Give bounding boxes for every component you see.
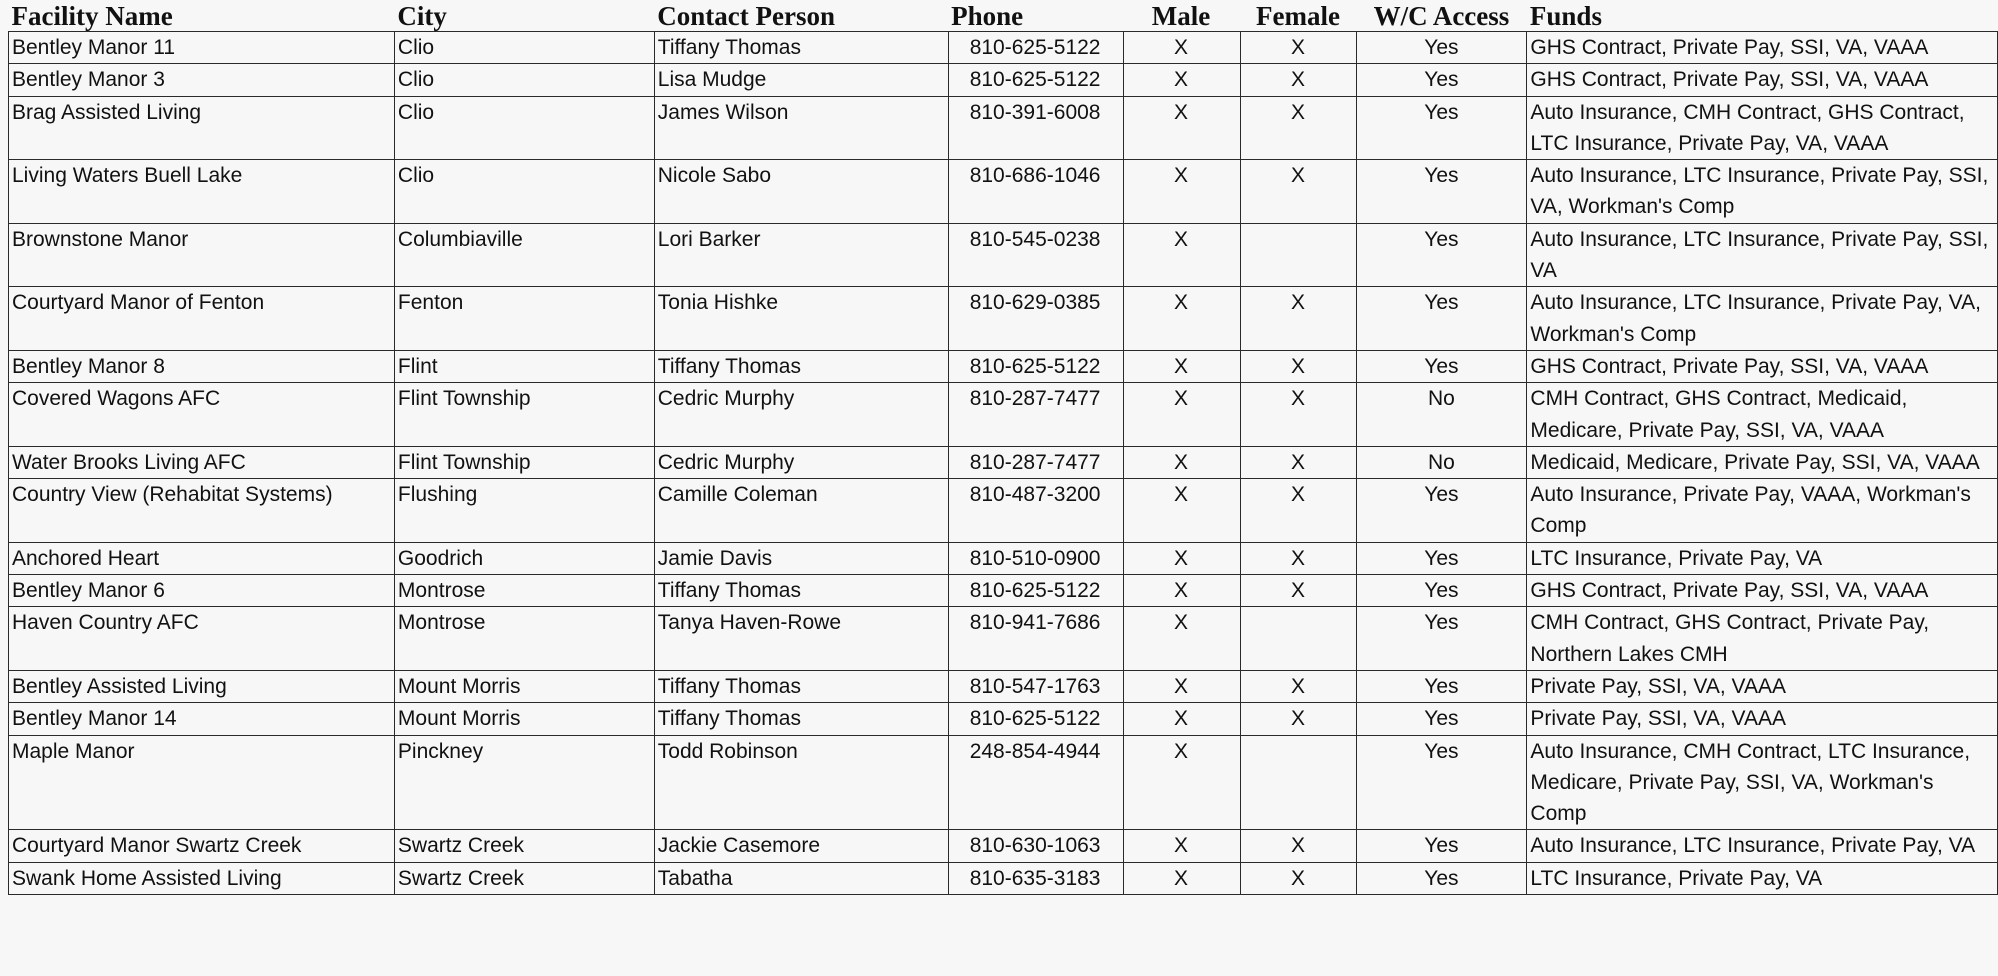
city-cell: Clio (394, 160, 654, 224)
female-cell: X (1240, 479, 1357, 543)
city-cell: Clio (394, 96, 654, 160)
phone-cell: 248-854-4944 (948, 735, 1123, 830)
funds-cell: Private Pay, SSI, VA, VAAA (1527, 703, 1998, 735)
phone-cell: 810-510-0900 (948, 542, 1123, 574)
contact-person-cell: Tiffany Thomas (654, 670, 948, 702)
contact-person-cell: Tiffany Thomas (654, 350, 948, 382)
contact-person-cell: Nicole Sabo (654, 160, 948, 224)
funds-cell: CMH Contract, GHS Contract, Medicaid, Medicare, Private Pay, SSI, VA, VAAA (1527, 383, 1998, 447)
wc-access-cell: No (1357, 446, 1527, 478)
funds-cell: Medicaid, Medicare, Private Pay, SSI, VA, VAAA (1527, 446, 1998, 478)
table-row (9, 670, 1998, 702)
wc-access-cell: Yes (1357, 607, 1527, 671)
wc-access-cell: Yes (1357, 703, 1527, 735)
female-cell: X (1240, 703, 1357, 735)
city-cell: Swartz Creek (394, 862, 654, 894)
contact-person-cell: James Wilson (654, 96, 948, 160)
female-cell: X (1240, 32, 1357, 64)
city-cell: Flushing (394, 479, 654, 543)
table-row (9, 350, 1998, 382)
female-cell: X (1240, 160, 1357, 224)
table-row (9, 446, 1998, 478)
contact-person-cell: Tiffany Thomas (654, 32, 948, 64)
phone-cell: 810-630-1063 (948, 830, 1123, 862)
wc-access-cell: Yes (1357, 670, 1527, 702)
table-row (9, 575, 1998, 607)
wc-access-cell: Yes (1357, 479, 1527, 543)
table-row (9, 862, 1998, 894)
city-cell: Fenton (394, 287, 654, 351)
contact-person-cell: Tabatha (654, 862, 948, 894)
facility-name-cell: Bentley Manor 8 (9, 350, 395, 382)
funds-cell: CMH Contract, GHS Contract, Private Pay, Northern Lakes CMH (1527, 607, 1998, 671)
male-cell: X (1123, 223, 1240, 287)
table-row (9, 64, 1998, 96)
wc-access-cell: No (1357, 383, 1527, 447)
funds-cell: Auto Insurance, LTC Insurance, Private Pay, SSI, VA (1527, 223, 1998, 287)
wc-access-cell: Yes (1357, 542, 1527, 574)
city-cell: Goodrich (394, 542, 654, 574)
funds-cell: GHS Contract, Private Pay, SSI, VA, VAAA (1527, 32, 1998, 64)
male-cell: X (1123, 670, 1240, 702)
phone-cell: 810-625-5122 (948, 575, 1123, 607)
male-cell: X (1123, 287, 1240, 351)
male-cell: X (1123, 703, 1240, 735)
contact-person-cell: Tonia Hishke (654, 287, 948, 351)
facility-name-cell: Bentley Manor 6 (9, 575, 395, 607)
funds-cell: GHS Contract, Private Pay, SSI, VA, VAAA (1527, 575, 1998, 607)
male-cell: X (1123, 160, 1240, 224)
facility-name-cell: Bentley Manor 11 (9, 32, 395, 64)
phone-cell: 810-545-0238 (948, 223, 1123, 287)
female-cell: X (1240, 575, 1357, 607)
wc-access-cell: Yes (1357, 575, 1527, 607)
male-cell: X (1123, 607, 1240, 671)
city-cell: Clio (394, 64, 654, 96)
col-header-city: City (397, 1, 447, 31)
male-cell: X (1123, 479, 1240, 543)
funds-cell: Auto Insurance, LTC Insurance, Private Pay, SSI, VA, Workman's Comp (1527, 160, 1998, 224)
col-header-phone: Phone (951, 1, 1024, 31)
col-header-contact-person: Contact Person (657, 1, 835, 31)
funds-cell: Auto Insurance, CMH Contract, GHS Contract, LTC Insurance, Private Pay, VA, VAAA (1527, 96, 1998, 160)
contact-person-cell: Lori Barker (654, 223, 948, 287)
male-cell: X (1123, 96, 1240, 160)
contact-person-cell: Todd Robinson (654, 735, 948, 830)
city-cell: Pinckney (394, 735, 654, 830)
facility-name-cell: Brag Assisted Living (9, 96, 395, 160)
contact-person-cell: Camille Coleman (654, 479, 948, 543)
contact-person-cell: Cedric Murphy (654, 383, 948, 447)
male-cell: X (1123, 350, 1240, 382)
wc-access-cell: Yes (1357, 32, 1527, 64)
female-cell: X (1240, 350, 1357, 382)
funds-cell: LTC Insurance, Private Pay, VA (1527, 542, 1998, 574)
phone-cell: 810-625-5122 (948, 32, 1123, 64)
male-cell: X (1123, 383, 1240, 447)
female-cell: X (1240, 446, 1357, 478)
contact-person-cell: Jamie Davis (654, 542, 948, 574)
facility-name-cell: Anchored Heart (9, 542, 395, 574)
col-header-facility-name: Facility Name (11, 1, 173, 31)
wc-access-cell: Yes (1357, 160, 1527, 224)
female-cell (1240, 607, 1357, 671)
female-cell: X (1240, 862, 1357, 894)
wc-access-cell: Yes (1357, 64, 1527, 96)
facility-name-cell: Country View (Rehabitat Systems) (9, 479, 395, 543)
funds-cell: GHS Contract, Private Pay, SSI, VA, VAAA (1527, 350, 1998, 382)
table-row (9, 703, 1998, 735)
funds-cell: GHS Contract, Private Pay, SSI, VA, VAAA (1527, 64, 1998, 96)
wc-access-cell: Yes (1357, 223, 1527, 287)
contact-person-cell: Tiffany Thomas (654, 703, 948, 735)
city-cell: Montrose (394, 607, 654, 671)
wc-access-cell: Yes (1357, 862, 1527, 894)
contact-person-cell: Cedric Murphy (654, 446, 948, 478)
wc-access-cell: Yes (1357, 830, 1527, 862)
city-cell: Flint Township (394, 383, 654, 447)
funds-cell: Auto Insurance, LTC Insurance, Private Pay, VA (1527, 830, 1998, 862)
facility-name-cell: Living Waters Buell Lake (9, 160, 395, 224)
female-cell: X (1240, 383, 1357, 447)
facility-name-cell: Covered Wagons AFC (9, 383, 395, 447)
table-row (9, 542, 1998, 574)
wc-access-cell: Yes (1357, 735, 1527, 830)
table-row (9, 160, 1998, 224)
facility-name-cell: Bentley Manor 3 (9, 64, 395, 96)
facility-table (8, 0, 1998, 895)
male-cell: X (1123, 32, 1240, 64)
male-cell: X (1123, 575, 1240, 607)
city-cell: Flint Township (394, 446, 654, 478)
facility-name-cell: Courtyard Manor Swartz Creek (9, 830, 395, 862)
phone-cell: 810-686-1046 (948, 160, 1123, 224)
male-cell: X (1123, 735, 1240, 830)
male-cell: X (1123, 64, 1240, 96)
female-cell: X (1240, 64, 1357, 96)
phone-cell: 810-635-3183 (948, 862, 1123, 894)
facility-name-cell: Water Brooks Living AFC (9, 446, 395, 478)
phone-cell: 810-625-5122 (948, 350, 1123, 382)
funds-cell: LTC Insurance, Private Pay, VA (1527, 862, 1998, 894)
city-cell: Mount Morris (394, 703, 654, 735)
male-cell: X (1123, 830, 1240, 862)
facility-name-cell: Haven Country AFC (9, 607, 395, 671)
city-cell: Flint (394, 350, 654, 382)
funds-cell: Auto Insurance, Private Pay, VAAA, Workman's Comp (1527, 479, 1998, 543)
phone-cell: 810-287-7477 (948, 446, 1123, 478)
city-cell: Columbiaville (394, 223, 654, 287)
contact-person-cell: Jackie Casemore (654, 830, 948, 862)
table-row (9, 735, 1998, 830)
funds-cell: Auto Insurance, LTC Insurance, Private Pay, VA, Workman's Comp (1527, 287, 1998, 351)
facility-name-cell: Swank Home Assisted Living (9, 862, 395, 894)
table-row (9, 32, 1998, 64)
col-header-male: Male (1151, 1, 1211, 31)
phone-cell: 810-625-5122 (948, 703, 1123, 735)
female-cell: X (1240, 670, 1357, 702)
facility-name-cell: Courtyard Manor of Fenton (9, 287, 395, 351)
funds-cell: Auto Insurance, CMH Contract, LTC Insurance, Medicare, Private Pay, SSI, VA, Workman's Comp (1527, 735, 1998, 830)
table-row (9, 383, 1998, 447)
facility-name-cell: Bentley Assisted Living (9, 670, 395, 702)
phone-cell: 810-547-1763 (948, 670, 1123, 702)
table-row (9, 287, 1998, 351)
phone-cell: 810-625-5122 (948, 64, 1123, 96)
contact-person-cell: Tiffany Thomas (654, 575, 948, 607)
header-row (9, 0, 1998, 32)
female-cell: X (1240, 542, 1357, 574)
funds-cell: Private Pay, SSI, VA, VAAA (1527, 670, 1998, 702)
female-cell (1240, 735, 1357, 830)
col-header-funds: Funds (1529, 1, 1602, 31)
city-cell: Clio (394, 32, 654, 64)
city-cell: Mount Morris (394, 670, 654, 702)
table-row (9, 223, 1998, 287)
facility-name-cell: Bentley Manor 14 (9, 703, 395, 735)
male-cell: X (1123, 542, 1240, 574)
table-row (9, 607, 1998, 671)
table-row (9, 479, 1998, 543)
contact-person-cell: Tanya Haven-Rowe (654, 607, 948, 671)
phone-cell: 810-391-6008 (948, 96, 1123, 160)
table-row (9, 830, 1998, 862)
female-cell (1240, 223, 1357, 287)
table-row (9, 96, 1998, 160)
wc-access-cell: Yes (1357, 350, 1527, 382)
facility-name-cell: Maple Manor (9, 735, 395, 830)
female-cell: X (1240, 287, 1357, 351)
male-cell: X (1123, 446, 1240, 478)
female-cell: X (1240, 96, 1357, 160)
col-header-wc-access: W/C Access (1373, 1, 1510, 31)
phone-cell: 810-629-0385 (948, 287, 1123, 351)
female-cell: X (1240, 830, 1357, 862)
city-cell: Swartz Creek (394, 830, 654, 862)
phone-cell: 810-287-7477 (948, 383, 1123, 447)
facility-name-cell: Brownstone Manor (9, 223, 395, 287)
col-header-female: Female (1256, 1, 1340, 31)
city-cell: Montrose (394, 575, 654, 607)
contact-person-cell: Lisa Mudge (654, 64, 948, 96)
male-cell: X (1123, 862, 1240, 894)
wc-access-cell: Yes (1357, 287, 1527, 351)
wc-access-cell: Yes (1357, 96, 1527, 160)
phone-cell: 810-941-7686 (948, 607, 1123, 671)
phone-cell: 810-487-3200 (948, 479, 1123, 543)
